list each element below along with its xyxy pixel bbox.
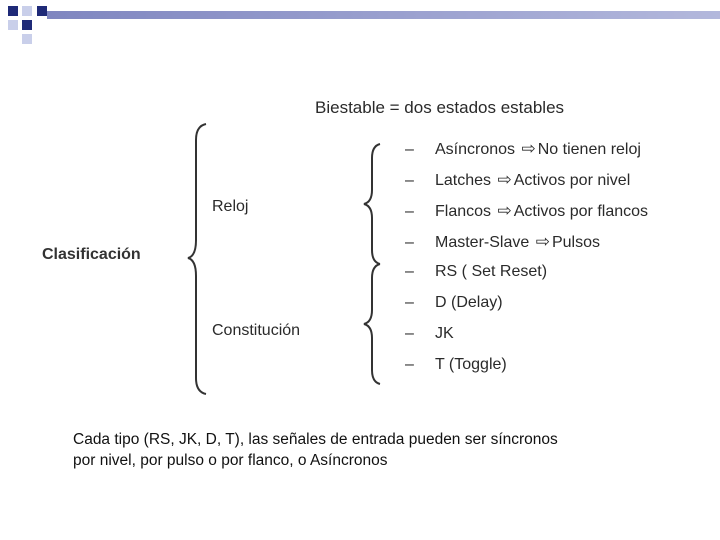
- branch-label-reloj: Reloj: [212, 198, 249, 215]
- list-item: [405, 294, 503, 312]
- item-left: Asíncronos: [435, 141, 516, 158]
- item-left: JK: [435, 325, 454, 342]
- list-item: [405, 139, 641, 159]
- item-right: Activos por flancos: [513, 203, 649, 220]
- branch-label-constitucion: Constitución: [212, 322, 301, 339]
- item-left: T (Toggle): [435, 356, 507, 373]
- constitucion-brace: [364, 264, 380, 384]
- main-brace: [188, 124, 206, 394]
- right-arrow-icon: ⇨: [497, 170, 512, 189]
- caption-line-1: Cada tipo (RS, JK, D, T), las señales de entrada pueden ser síncronos: [73, 431, 558, 448]
- item-left: Flancos: [435, 203, 492, 220]
- item-left: D (Delay): [435, 294, 503, 311]
- list-item: [405, 263, 547, 281]
- root-node-label: Clasificación: [42, 246, 141, 263]
- caption-line-2: por nivel, por pulso o por flanco, o Asíncronos: [73, 452, 388, 469]
- item-right: No tienen reloj: [537, 141, 641, 158]
- right-arrow-icon: ⇨: [497, 201, 512, 220]
- item-right: Activos por nivel: [513, 172, 631, 189]
- dash: –: [405, 294, 414, 311]
- right-arrow-icon: ⇨: [535, 232, 550, 251]
- right-arrow-icon: ⇨: [521, 139, 536, 158]
- reloj-brace: [364, 144, 380, 264]
- list-item: [405, 356, 507, 374]
- caption: [73, 429, 673, 471]
- dash: –: [405, 356, 414, 373]
- dash: –: [405, 172, 414, 189]
- item-left: Master-Slave: [435, 234, 530, 251]
- dash: –: [405, 234, 414, 251]
- list-item: [405, 201, 648, 221]
- list-item: [405, 325, 454, 343]
- diagram-title: Biestable = dos estados estables: [315, 98, 565, 117]
- dash: –: [405, 141, 414, 158]
- list-item: [405, 170, 630, 190]
- item-right: Pulsos: [551, 234, 600, 251]
- item-left: RS ( Set Reset): [435, 263, 548, 280]
- dash: –: [405, 325, 414, 342]
- dash: –: [405, 203, 414, 220]
- item-left: Latches: [435, 172, 492, 189]
- dash: –: [405, 263, 414, 280]
- list-item: [405, 232, 600, 252]
